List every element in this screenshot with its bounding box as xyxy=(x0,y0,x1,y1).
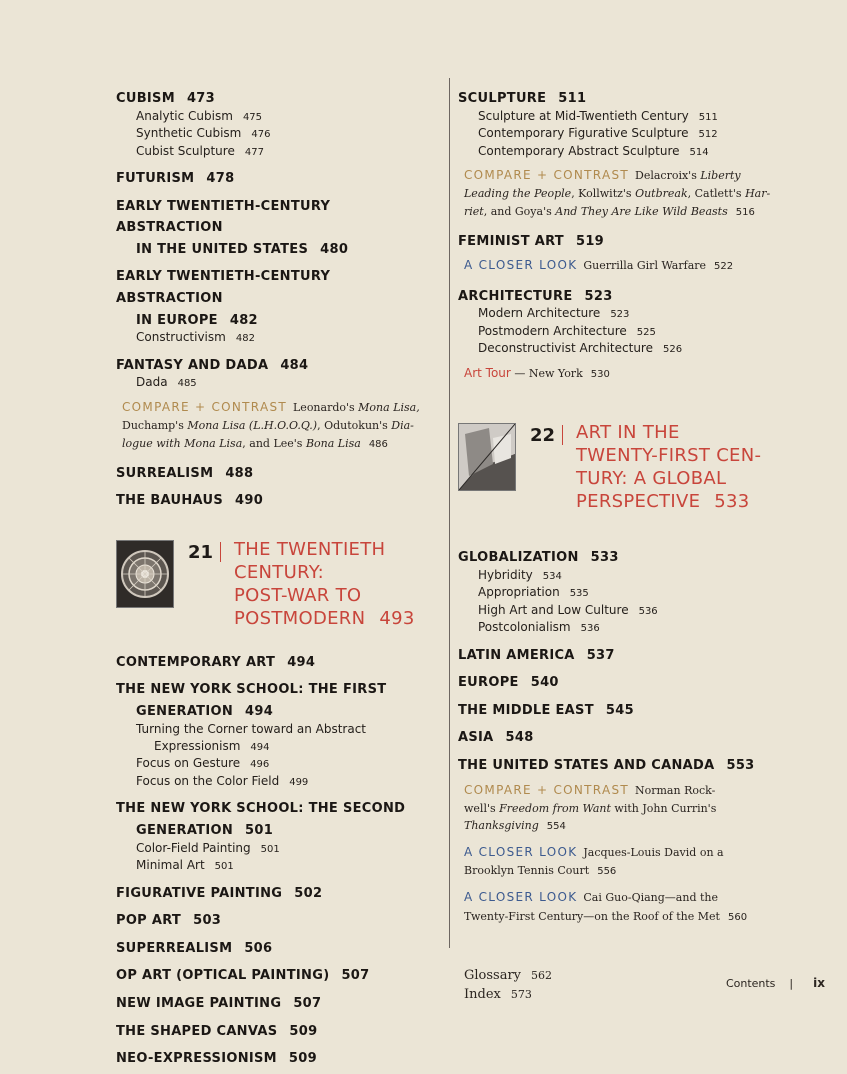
toc-entry[interactable] xyxy=(116,991,436,1013)
entry-title: SURREALISM xyxy=(116,465,214,481)
entry-heading xyxy=(116,166,436,188)
chapter-title: ART IN THE TWENTY-FIRST CEN- TURY: A GLOBAL PERSPECTIVE 533 xyxy=(576,421,762,513)
entry-page: 473 xyxy=(186,91,215,106)
chapter-number: 22 xyxy=(530,424,556,446)
sub-entry[interactable] xyxy=(478,340,788,358)
sub-entry-page: 535 xyxy=(569,588,589,600)
toc-entry[interactable] xyxy=(458,725,788,747)
back-matter-title: Glossary xyxy=(464,967,522,983)
sub-entry[interactable] xyxy=(136,840,436,858)
entry-heading xyxy=(116,264,436,329)
chapter-bar xyxy=(562,425,563,445)
entry-heading xyxy=(458,86,788,108)
sub-entry-title: Minimal Art xyxy=(136,858,205,873)
sub-entry-title: Hybridity xyxy=(478,567,533,582)
compare-contrast-tag: COMPARE + CONTRAST xyxy=(464,168,629,183)
sub-entry[interactable] xyxy=(478,619,788,637)
entry-heading xyxy=(116,796,436,839)
sub-entry-page: 499 xyxy=(289,776,309,788)
entry-heading xyxy=(116,1046,436,1068)
sub-entry[interactable] xyxy=(136,374,436,392)
entry-page: 509 xyxy=(289,1023,318,1039)
sub-entry[interactable] xyxy=(478,108,788,126)
entry-title: LATIN AMERICA xyxy=(458,647,575,663)
entry-title: ARCHITECTURE xyxy=(458,288,573,304)
entry-title: FUTURISM xyxy=(116,171,195,187)
sub-entry-page: 525 xyxy=(636,326,656,338)
chapter-22-heading[interactable] xyxy=(458,423,788,535)
toc-entry[interactable] xyxy=(458,698,788,720)
entry-heading xyxy=(458,753,788,775)
entry-heading xyxy=(458,545,788,567)
toc-entry[interactable] xyxy=(458,643,788,665)
entry-title-continued: GENERATION xyxy=(136,823,234,839)
chapter-page: 533 xyxy=(714,491,750,513)
page-number: 486 xyxy=(368,438,388,450)
sub-entry-title: Color-Field Painting xyxy=(136,840,251,855)
toc-entry[interactable] xyxy=(116,908,436,930)
toc-entry[interactable] xyxy=(116,796,436,874)
closer-look-feature[interactable]: A CLOSER LOOK Guerrilla Girl Warfare 522 xyxy=(464,258,734,273)
sub-entry-title: Dada xyxy=(136,375,168,390)
entry-page: 488 xyxy=(225,465,254,481)
entry-page: 480 xyxy=(320,241,349,257)
sub-entry-title: Contemporary Figurative Sculpture xyxy=(478,126,689,141)
chapter-title: THE TWENTIETH CENTURY: POST-WAR TO POSTMODERN 493 xyxy=(234,538,415,629)
rotunda-photo-thumbnail xyxy=(116,540,174,608)
sub-entry-page: 476 xyxy=(251,129,271,141)
sub-entry-title: Postmodern Architecture xyxy=(478,323,627,338)
right-column xyxy=(458,86,788,1005)
toc-entry[interactable] xyxy=(116,166,436,188)
entry-title: FIGURATIVE PAINTING xyxy=(116,885,283,901)
left-column xyxy=(116,86,436,1074)
sub-entry[interactable] xyxy=(136,773,436,791)
page-number: 516 xyxy=(735,206,755,218)
entry-page: 494 xyxy=(245,704,274,719)
entry-page: 553 xyxy=(726,757,755,773)
entry-title-continued: IN THE UNITED STATES xyxy=(136,241,309,257)
sub-entry-title: Constructivism xyxy=(136,330,226,345)
toc-entry[interactable] xyxy=(116,264,436,346)
sub-entry-page: 496 xyxy=(250,759,270,771)
art-tour-feature[interactable]: Art Tour — New York 530 xyxy=(464,365,610,380)
entry-title: EARLY TWENTIETH-CENTURY ABSTRACTION xyxy=(116,269,331,307)
entry-heading xyxy=(116,677,436,720)
entry-heading xyxy=(458,643,788,665)
sub-entry-title: Analytic Cubism xyxy=(136,108,233,123)
sub-entry-page: 482 xyxy=(235,333,255,345)
back-matter-page: 573 xyxy=(510,988,532,1002)
entry-page: 502 xyxy=(294,885,323,901)
entry-heading xyxy=(458,670,788,692)
sub-entry[interactable] xyxy=(136,143,436,161)
footer-separator: | xyxy=(789,977,794,990)
entry-title: THE SHAPED CANVAS xyxy=(116,1023,278,1039)
chapter-bar xyxy=(220,542,221,562)
entry-page: 548 xyxy=(505,730,534,746)
toc-entry[interactable] xyxy=(116,194,436,259)
entry-title-continued: IN EUROPE xyxy=(136,312,218,328)
chapter-page: 493 xyxy=(379,607,415,629)
closer-look-tag: A CLOSER LOOK xyxy=(464,258,578,273)
toc-entry[interactable] xyxy=(116,963,436,985)
page-number: 522 xyxy=(714,261,734,273)
entry-title: SCULPTURE xyxy=(458,91,547,106)
sub-entry-title: Cubist Sculpture xyxy=(136,143,235,158)
sub-entry-page: 485 xyxy=(177,378,197,390)
entry-page: 506 xyxy=(244,940,273,956)
toc-entry[interactable] xyxy=(458,86,788,160)
compare-contrast-tag: COMPARE + CONTRAST xyxy=(464,782,629,797)
sub-entry[interactable] xyxy=(136,755,436,773)
entry-heading xyxy=(458,725,788,747)
sub-entry[interactable] xyxy=(136,329,436,347)
sub-entry[interactable] xyxy=(136,108,436,126)
sub-entry-title: Turning the Corner toward an Abstract xyxy=(136,721,367,736)
page-number: 556 xyxy=(597,866,617,878)
entry-page: 509 xyxy=(288,1051,317,1067)
entry-heading xyxy=(116,650,436,672)
sub-entry-page: 534 xyxy=(542,570,562,582)
toc-entry-feminist-art[interactable]: FEMINIST ART 519 xyxy=(458,233,605,249)
sub-entry-page: 523 xyxy=(610,309,630,321)
entry-heading xyxy=(116,936,436,958)
sub-entry[interactable] xyxy=(478,305,788,323)
entry-title: OP ART (OPTICAL PAINTING) xyxy=(116,968,330,984)
footer-page-number: ix xyxy=(813,976,825,990)
entry-page: 478 xyxy=(206,171,235,187)
entry-title: NEW IMAGE PAINTING xyxy=(116,996,282,1012)
entry-title: CONTEMPORARY ART xyxy=(116,654,276,670)
sub-entry[interactable] xyxy=(478,567,788,585)
sub-entry-title: Modern Architecture xyxy=(478,306,601,321)
sub-entry-title: Deconstructivist Architecture xyxy=(478,341,653,356)
chapter-21-heading[interactable] xyxy=(116,540,436,640)
closer-look-tag: A CLOSER LOOK xyxy=(464,845,578,860)
entry-title: THE NEW YORK SCHOOL: THE FIRST xyxy=(116,682,387,698)
entry-page: 482 xyxy=(229,312,258,328)
compare-contrast-feature[interactable]: COMPARE + CONTRAST Delacroix's Liberty Leading the People, Kollwitz's Outbreak, Catlett's Har- riet, and Goya's And They Are Like Wild Beasts 516 xyxy=(464,168,771,218)
entry-page: 545 xyxy=(605,702,634,718)
entry-heading xyxy=(116,1019,436,1041)
sub-entry-title: Postcolonialism xyxy=(478,620,571,635)
entry-page: 511 xyxy=(558,91,587,106)
back-matter-title: Index xyxy=(464,987,501,1003)
entry-title: POP ART xyxy=(116,913,182,929)
page-number: 560 xyxy=(727,911,748,923)
closer-look-feature[interactable]: A CLOSER LOOK Cai Guo-Qiang—and the Twenty-First Century—on the Roof of the Met 560 xyxy=(464,890,748,923)
closer-look-tag: A CLOSER LOOK xyxy=(464,890,578,905)
entry-page: 507 xyxy=(293,996,322,1012)
entry-page: 507 xyxy=(341,968,370,984)
chapter-number: 21 xyxy=(188,541,214,563)
entry-title: EUROPE xyxy=(458,675,519,691)
sub-entry[interactable] xyxy=(478,323,788,341)
toc-entry[interactable] xyxy=(116,677,436,790)
column-divider xyxy=(449,78,450,948)
entry-title: GLOBALIZATION xyxy=(458,549,579,565)
entry-title: ASIA xyxy=(458,730,494,746)
toc-entry[interactable] xyxy=(116,1046,436,1068)
art-tour-tag: Art Tour xyxy=(464,365,511,380)
closer-look-feature[interactable]: A CLOSER LOOK Jacques-Louis David on a Brooklyn Tennis Court 556 xyxy=(464,845,724,878)
sub-entry-title: Contemporary Abstract Sculpture xyxy=(478,143,680,158)
page-number: 530 xyxy=(590,368,610,380)
sub-entry[interactable] xyxy=(478,125,788,143)
sub-entry-page: 501 xyxy=(214,861,234,873)
toc-entry[interactable] xyxy=(116,936,436,958)
sub-entry-title: Sculpture at Mid-Twentieth Century xyxy=(478,108,689,123)
entry-heading xyxy=(116,461,436,483)
toc-entry[interactable] xyxy=(116,1019,436,1041)
entry-title: FANTASY AND DADA xyxy=(116,357,269,373)
sub-entry-title: Focus on Gesture xyxy=(136,756,241,771)
entry-page: 490 xyxy=(235,493,264,509)
entry-heading xyxy=(458,284,788,306)
entry-page: 523 xyxy=(584,288,613,304)
entry-title: THE NEW YORK SCHOOL: THE SECOND xyxy=(116,801,406,817)
compare-contrast-feature[interactable]: COMPARE + CONTRAST Leonardo's Mona Lisa, Duchamp's Mona Lisa (L.H.O.O.Q.), Odutokun's Dia- logue with Mona Lisa, and Lee's Bona Lisa 486 xyxy=(122,399,420,450)
entry-heading xyxy=(116,991,436,1013)
architecture-photo-thumbnail xyxy=(458,423,516,491)
sub-entry[interactable] xyxy=(136,125,436,143)
entry-heading xyxy=(116,488,436,510)
entry-title-continued: GENERATION xyxy=(136,704,234,719)
footer-label: Contents xyxy=(725,977,776,990)
sub-entry-title: Appropriation xyxy=(478,585,560,600)
toc-entry[interactable] xyxy=(458,753,788,775)
back-matter-page: 562 xyxy=(531,968,553,982)
entry-heading xyxy=(116,86,436,108)
sub-entry-page: 512 xyxy=(698,129,718,141)
page-number: 554 xyxy=(546,821,566,833)
entry-page: 533 xyxy=(590,549,619,565)
compare-contrast-feature[interactable]: COMPARE + CONTRAST Norman Rock- well's Freedom from Want with John Currin's Thanksgiving 554 xyxy=(464,782,717,833)
entry-page: 503 xyxy=(193,913,222,929)
sub-entry-page: 511 xyxy=(698,111,718,123)
sub-entry-title: Synthetic Cubism xyxy=(136,126,242,141)
sub-entry[interactable] xyxy=(478,143,788,161)
entry-heading xyxy=(116,353,436,375)
page-footer xyxy=(726,976,825,990)
toc-entry[interactable] xyxy=(116,488,436,510)
sub-entry-title: High Art and Low Culture xyxy=(478,602,629,617)
entry-page: 484 xyxy=(280,357,309,373)
sub-entry-page: 501 xyxy=(260,843,280,855)
sub-entry-page: 536 xyxy=(638,605,658,617)
compare-contrast-tag: COMPARE + CONTRAST xyxy=(122,399,287,414)
sub-entry-title: Focus on the Color Field xyxy=(136,773,280,788)
toc-entry[interactable] xyxy=(116,650,436,672)
entry-title: THE BAUHAUS xyxy=(116,493,224,509)
entry-page: 501 xyxy=(245,823,274,839)
sub-entry-page: 514 xyxy=(689,146,709,158)
toc-entry[interactable] xyxy=(458,545,788,637)
entry-title: EARLY TWENTIETH-CENTURY ABSTRACTION xyxy=(116,198,331,236)
sub-entry[interactable] xyxy=(136,721,436,756)
entry-heading xyxy=(116,194,436,259)
sub-entry[interactable] xyxy=(478,602,788,620)
sub-entry-page: 475 xyxy=(242,111,263,123)
entry-heading xyxy=(458,698,788,720)
toc-entry[interactable] xyxy=(458,284,788,358)
entry-heading xyxy=(116,881,436,903)
toc-entry[interactable] xyxy=(116,881,436,903)
entry-page: 494 xyxy=(287,654,316,670)
toc-entry[interactable] xyxy=(116,353,436,392)
entry-title: CUBISM xyxy=(116,91,175,106)
toc-entry[interactable] xyxy=(458,670,788,692)
entry-title: SUPERREALISM xyxy=(116,940,233,956)
entry-title: THE UNITED STATES AND CANADA xyxy=(458,757,715,773)
sub-entry-page: 494 xyxy=(250,741,270,753)
entry-title: NEO-EXPRESSIONISM xyxy=(116,1051,277,1067)
toc-entry[interactable] xyxy=(116,86,436,160)
entry-page: 540 xyxy=(530,675,559,691)
sub-entry-page: 536 xyxy=(580,623,600,635)
toc-entry[interactable] xyxy=(116,461,436,483)
sub-entry-title-continued: Expressionism xyxy=(154,738,241,753)
entry-heading xyxy=(116,963,436,985)
entry-page: 537 xyxy=(586,647,615,663)
sub-entry[interactable] xyxy=(478,584,788,602)
sub-entry-page: 526 xyxy=(662,344,683,356)
sub-entry-page: 477 xyxy=(244,146,264,158)
sub-entry[interactable] xyxy=(136,857,436,875)
entry-title: THE MIDDLE EAST xyxy=(458,702,594,718)
entry-heading xyxy=(116,908,436,930)
